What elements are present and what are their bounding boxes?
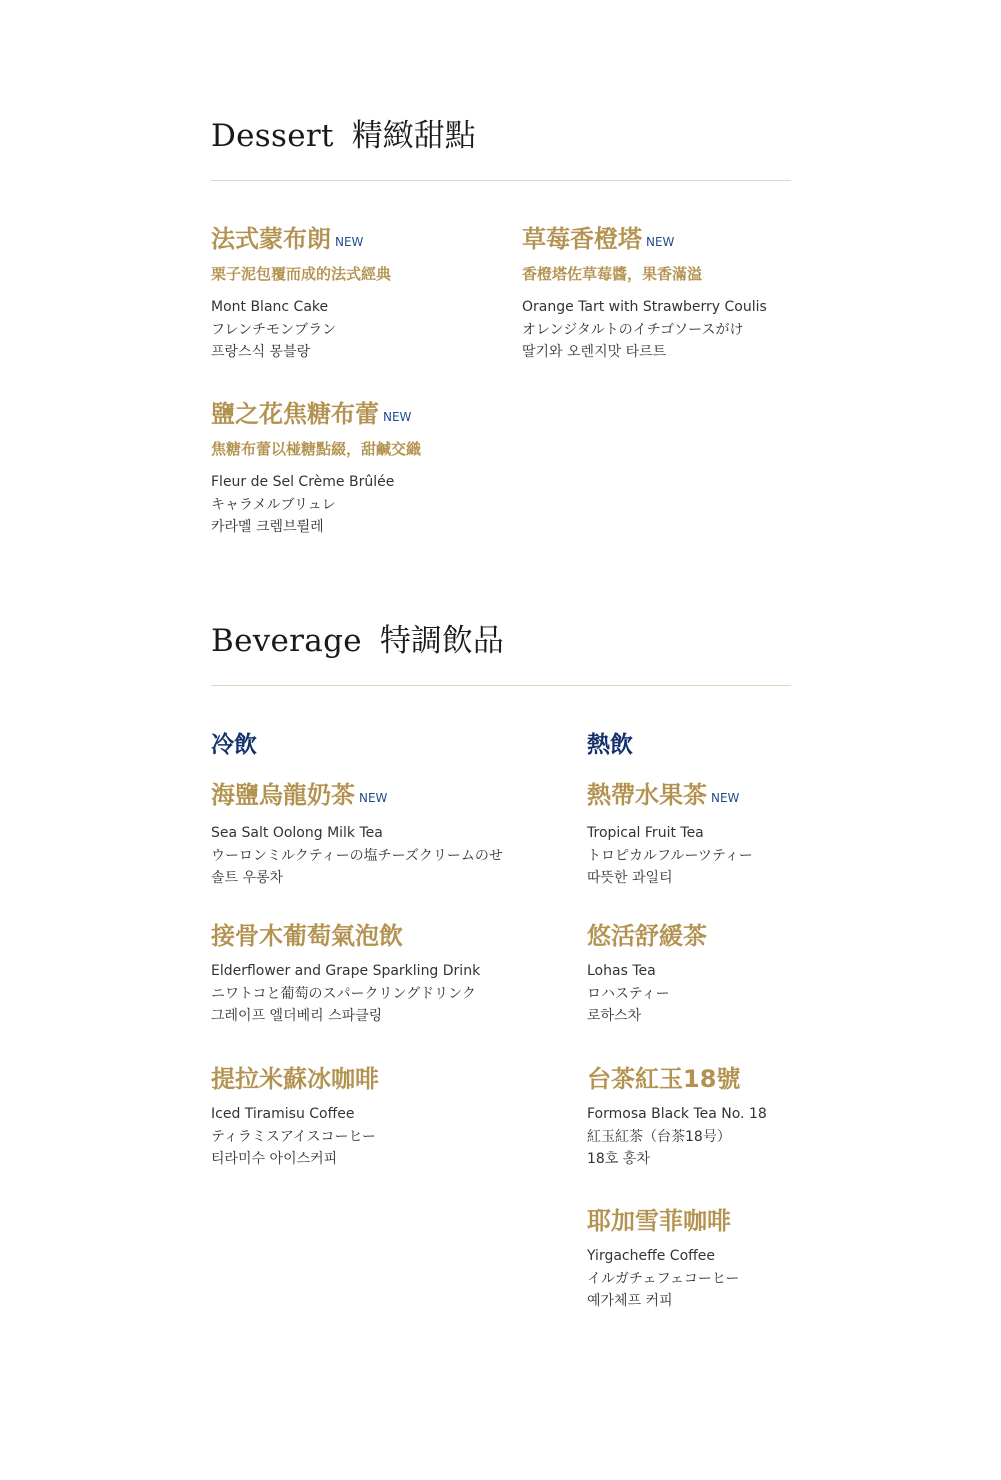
new-badge: NEW	[335, 235, 364, 249]
item-name-ko: 그레이프 엘더베리 스파클링	[211, 1008, 383, 1024]
item-name-ja: ティラミスアイスコーヒー	[211, 1128, 376, 1145]
menu-item	[587, 1206, 791, 1313]
item-name: 鹽之花焦糖布蕾	[211, 400, 379, 428]
cold-drinks-heading: 冷飲	[211, 732, 257, 758]
item-name-en: Yirgacheffe Coffee	[587, 1248, 716, 1264]
item-name: 法式蒙布朗	[211, 225, 331, 253]
item-name-en: Iced Tiramisu Coffee	[211, 1106, 355, 1122]
new-badge: NEW	[646, 235, 675, 249]
item-name-en: Mont Blanc Cake	[211, 299, 329, 315]
item-title	[522, 224, 822, 257]
item-title: 悠活舒緩茶	[587, 922, 707, 950]
item-name-ja: ロハスティー	[587, 985, 670, 1002]
item-name-en: Lohas Tea	[587, 963, 656, 979]
section-title-beverage	[211, 615, 504, 660]
item-name-en: Tropical Fruit Tea	[587, 825, 704, 841]
item-name-ko: 예가체프 커피	[587, 1293, 673, 1309]
item-name-ja: ウーロンミルクティーの塩チーズクリームのせ	[211, 847, 503, 864]
item-title	[211, 399, 511, 432]
item-subtitle: 栗子泥包覆而成的法式經典	[211, 265, 392, 283]
item-title	[211, 780, 551, 813]
item-name-ja: 紅玉紅茶（台茶18号）	[587, 1128, 731, 1145]
item-name-ko: 18호 홍차	[587, 1151, 650, 1167]
item-name-en: Formosa Black Tea No. 18	[587, 1106, 767, 1122]
item-title	[587, 780, 791, 813]
item-name-ko: 프랑스식 몽블랑	[211, 344, 311, 360]
new-badge: NEW	[359, 791, 388, 805]
hot-drinks-heading: 熱飲	[587, 732, 633, 758]
item-title: 耶加雪菲咖啡	[587, 1207, 731, 1235]
item-name: 草莓香橙塔	[522, 225, 642, 253]
section-title-zh: 特調飲品	[379, 623, 504, 659]
item-title: 台茶紅玉18號	[587, 1065, 741, 1093]
section-title-en: Dessert	[211, 118, 334, 154]
menu-item	[211, 399, 511, 539]
item-name-ja: トロピカルフルーツティー	[587, 847, 753, 864]
item-name-en: Elderflower and Grape Sparkling Drink	[211, 963, 481, 979]
item-name-ko: 티라미수 아이스커피	[211, 1151, 338, 1167]
item-name-ja: ニワトコと葡萄のスパークリングドリンク	[211, 985, 476, 1002]
menu-item	[211, 921, 551, 1028]
menu-item	[211, 224, 511, 364]
menu-item	[211, 1064, 551, 1171]
dessert-section	[211, 110, 791, 550]
item-name-ko: 따뜻한 과일티	[587, 870, 673, 886]
section-title-en: Beverage	[211, 623, 362, 659]
item-subtitle: 香橙塔佐草莓醬，果香滿溢	[522, 265, 703, 283]
item-name-ja: イルガチェフェコーヒー	[587, 1270, 740, 1287]
section-title-zh: 精緻甜點	[351, 118, 476, 154]
section-title-dessert	[211, 110, 476, 155]
beverage-section	[211, 615, 791, 1335]
section-divider	[211, 685, 791, 686]
item-name-en: Orange Tart with Strawberry Coulis	[522, 299, 767, 315]
item-name-en: Sea Salt Oolong Milk Tea	[211, 825, 383, 841]
new-badge: NEW	[383, 410, 412, 424]
item-name-ko: 솔트 우롱차	[211, 870, 284, 886]
item-name-ko: 딸기와 오렌지맛 타르트	[522, 344, 667, 360]
item-title	[211, 224, 511, 257]
item-name-ja: フレンチモンブラン	[211, 321, 337, 338]
menu-item	[587, 921, 791, 1028]
section-divider	[211, 180, 791, 181]
item-name-ko: 로하스차	[587, 1008, 642, 1024]
menu-item	[522, 224, 822, 364]
menu-item	[587, 780, 791, 890]
item-name-ja: オレンジタルトのイチゴソースがけ	[522, 321, 744, 338]
item-name-ko: 카라멜 크렘브륄레	[211, 519, 324, 535]
item-title: 提拉米蘇冰咖啡	[211, 1065, 379, 1093]
item-subtitle: 焦糖布蕾以椪糖點綴，甜鹹交織	[211, 440, 422, 458]
item-name-en: Fleur de Sel Crème Brûlée	[211, 474, 395, 490]
item-name-ja: キャラメルブリュレ	[211, 496, 336, 513]
item-title: 接骨木葡萄氣泡飲	[211, 922, 403, 950]
item-name: 海鹽烏龍奶茶	[211, 781, 355, 809]
item-name: 熱帶水果茶	[587, 781, 707, 809]
new-badge: NEW	[711, 791, 740, 805]
menu-item	[211, 780, 551, 890]
menu-item	[587, 1064, 791, 1171]
